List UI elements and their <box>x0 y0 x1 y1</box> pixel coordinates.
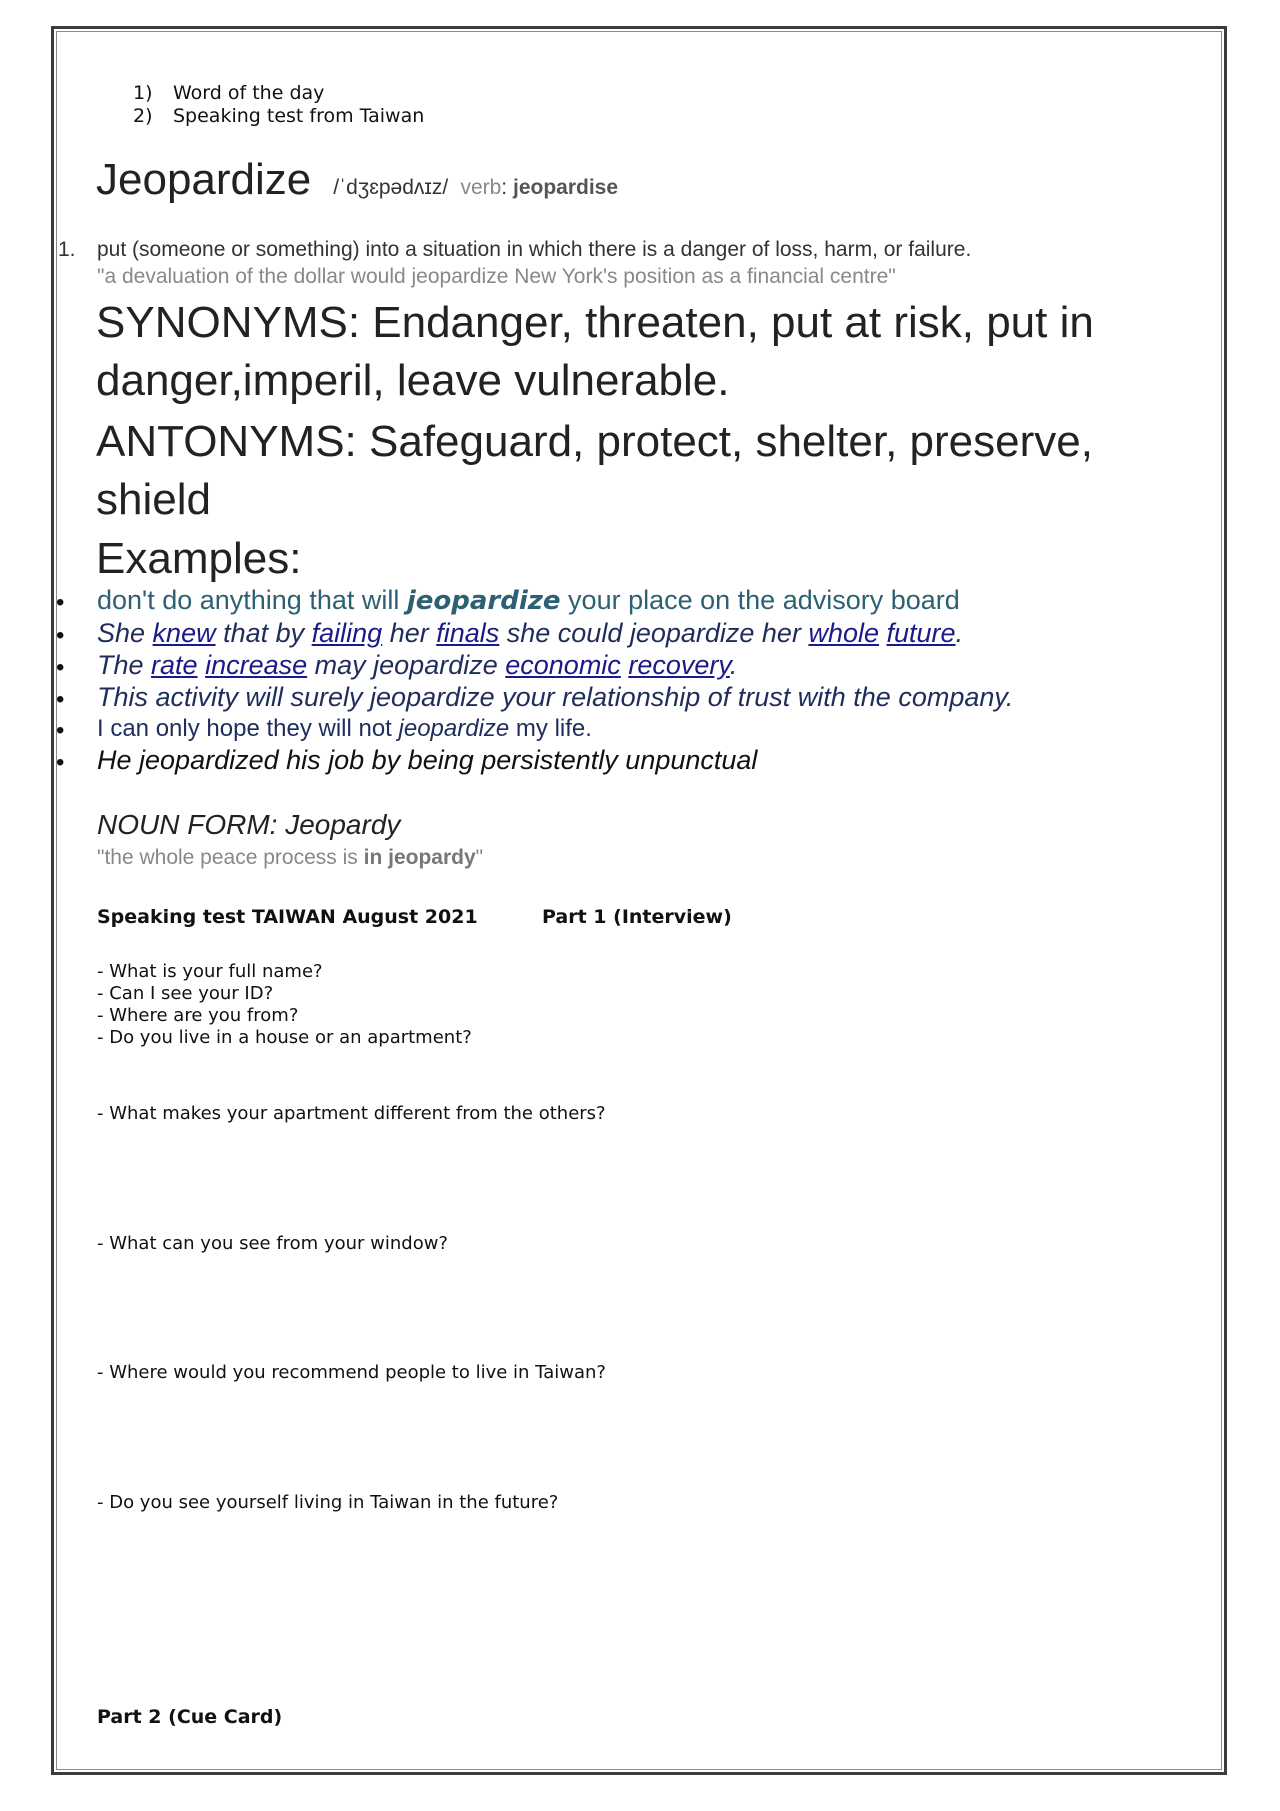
example-sentence: This activity will surely jeopardize your relationship of trust with the company. <box>97 682 1014 712</box>
agenda-number: 2) <box>133 105 153 127</box>
example-text: don't do anything that will <box>97 585 407 615</box>
agenda-number: 1) <box>133 82 153 104</box>
word-link[interactable]: economic <box>505 650 621 680</box>
synonyms-line: danger,imperil, leave vulnerable. <box>96 356 730 405</box>
bullet-icon: • <box>56 717 65 744</box>
word-pronunciation: /ˈdʒɛpədʌɪz/ <box>333 176 449 199</box>
alternate-spelling: jeopardise <box>512 176 619 199</box>
word-link[interactable]: increase <box>205 650 308 680</box>
synonyms-line: SYNONYMS: Endanger, threaten, put at risk, put in <box>96 298 1094 347</box>
word-link[interactable]: recovery <box>628 650 730 680</box>
word-heading <box>96 155 618 205</box>
bullet-icon: • <box>56 654 65 681</box>
example-sentence: She knew that by failing her finals she could jeopardize her whole future. <box>97 618 964 648</box>
noun-form-heading: NOUN FORM: Jeopardy <box>97 809 401 840</box>
interview-question: - What can you see from your window? <box>97 1233 448 1254</box>
interview-question: - What is your full name? <box>97 961 323 982</box>
example-sentence: The rate increase may jeopardize economic recovery. <box>97 650 738 680</box>
example-sentence <box>97 585 960 616</box>
bullet-icon: • <box>56 622 65 649</box>
agenda-item <box>133 105 424 127</box>
word-link[interactable]: future <box>886 618 956 648</box>
interview-question: - Where are you from? <box>97 1005 299 1026</box>
word-grammar <box>460 176 618 199</box>
part1-title: Part 1 (Interview) <box>542 906 732 928</box>
part-of-speech: verb <box>460 176 502 199</box>
example-keyword: jeopardize <box>398 715 510 742</box>
interview-question: - What makes your apartment different from the others? <box>97 1103 606 1124</box>
example-keyword: jeopardize <box>406 586 561 616</box>
interview-question: - Where would you recommend people to live in Taiwan? <box>97 1362 606 1383</box>
word-link[interactable]: knew <box>152 618 216 648</box>
definition-text: put (someone or something) into a situation in which there is a danger of loss, harm, or failure. <box>97 238 972 261</box>
word-title: Jeopardize <box>96 155 312 204</box>
bullet-icon: • <box>56 589 65 616</box>
interview-question: - Do you live in a house or an apartment? <box>97 1027 472 1048</box>
speaking-test-title: Speaking test TAIWAN August 2021 <box>97 906 478 928</box>
example-sentence: I can only hope they will not jeopardize my life. <box>97 715 592 742</box>
agenda-text: Word of the day <box>173 82 325 104</box>
word-link[interactable]: rate <box>151 650 198 680</box>
word-link[interactable]: failing <box>311 618 383 648</box>
agenda-text: Speaking test from Taiwan <box>173 105 425 127</box>
example-sentence: He jeopardized his job by being persistently unpunctual <box>97 745 758 775</box>
colon: : <box>501 176 508 199</box>
noun-example: "the whole peace process is in jeopardy" <box>97 846 484 869</box>
interview-question: - Do you see yourself living in Taiwan in the future? <box>97 1492 559 1513</box>
example-text: your place on the advisory board <box>560 585 960 615</box>
agenda-item <box>133 82 324 104</box>
bullet-icon: • <box>56 749 65 776</box>
antonyms-line: shield <box>96 475 211 524</box>
bullet-icon: • <box>56 686 65 713</box>
examples-heading: Examples: <box>96 534 302 583</box>
part2-title: Part 2 (Cue Card) <box>97 1706 283 1728</box>
definition-number: 1. <box>58 238 76 261</box>
word-link[interactable]: finals <box>436 618 500 648</box>
interview-question: - Can I see your ID? <box>97 983 274 1004</box>
antonyms-line: ANTONYMS: Safeguard, protect, shelter, preserve, <box>96 417 1093 466</box>
word-link[interactable]: whole <box>808 618 879 648</box>
noun-example-bold: in jeopardy <box>363 846 476 869</box>
definition-example: "a devaluation of the dollar would jeopardize New York's position as a financial centre" <box>97 265 896 288</box>
